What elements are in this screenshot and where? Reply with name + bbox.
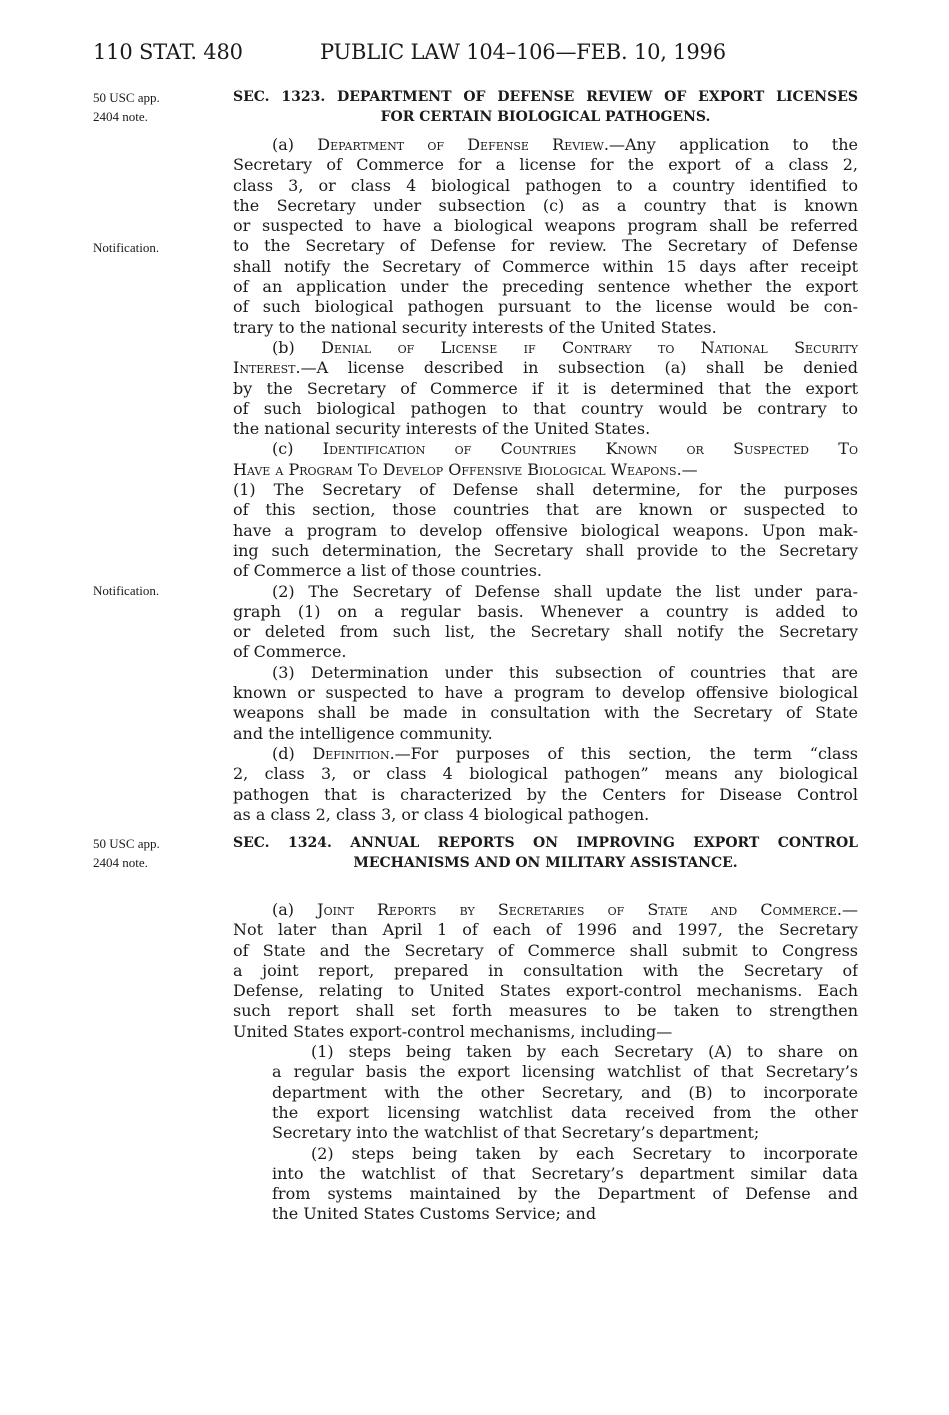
text-run: Defense, relating to United States export-control mechanisms. Each — [233, 981, 858, 1001]
text-run: .— — [676, 459, 698, 479]
section-1324 — [233, 833, 858, 1225]
margin-notification: Notification. — [93, 240, 160, 255]
text-run: Secretary into the watchlist of that Secretary’s department; — [272, 1123, 760, 1143]
text-run: (a) — [272, 900, 318, 919]
text-line — [233, 541, 858, 561]
text-run: (d) — [272, 743, 313, 763]
text-run: class 3, or class 4 biological pathogen to a country identified to — [233, 175, 858, 195]
paragraph — [233, 135, 858, 338]
text-run: Secretary of Commerce for a license for the export of a class 2, — [233, 155, 858, 175]
text-line — [233, 642, 858, 662]
text-run: trary to the national security interests of the United States. — [233, 317, 717, 337]
section-body — [233, 900, 858, 1225]
text-run: ing such determination, the Secretary shall provide to the Secretary — [233, 540, 858, 560]
text-run: (2) The Secretary of Defense shall update the list under para- — [272, 581, 858, 601]
text-line — [233, 480, 858, 500]
margin-citation — [93, 834, 160, 872]
text-run: or suspected to have a biological weapons program shall be referred — [233, 216, 858, 236]
small-caps-heading: Department of Defense Review — [317, 135, 604, 154]
text-run: the export licensing watchlist data received from the other — [272, 1102, 858, 1122]
small-caps-heading: Joint Reports by Secretaries of State and Commerce — [317, 900, 837, 919]
text-run: the Secretary under subsection (c) as a country that is known — [233, 195, 858, 215]
text-run: the national security interests of the United States. — [233, 419, 651, 439]
paragraph — [233, 1042, 858, 1143]
text-run: (2) steps being taken by each Secretary to incorporate — [311, 1143, 858, 1163]
margin-citation-line: 50 USC app. — [93, 836, 160, 851]
text-run: such report shall set forth measures to be taken to strengthen — [233, 1001, 858, 1021]
text-line — [233, 419, 858, 439]
text-line — [233, 1083, 858, 1103]
text-run: (c) — [272, 439, 323, 459]
text-run: the United States Customs Service; and — [272, 1204, 597, 1224]
section-heading — [233, 833, 858, 873]
text-run: United States export-control mechanisms, including— — [233, 1021, 673, 1041]
text-run: known or suspected to have a program to develop offensive biological — [233, 683, 858, 703]
text-line — [233, 135, 858, 155]
text-line — [233, 1001, 858, 1021]
text-run: a joint report, prepared in consultation with the Secretary of — [233, 960, 858, 980]
text-run: (1) The Secretary of Defense shall determine, for the purposes — [233, 480, 858, 500]
text-line — [233, 1204, 858, 1224]
text-run: (a) — [272, 135, 318, 154]
text-line — [233, 1103, 858, 1123]
text-run: a regular basis the export licensing watchlist of that Secretary’s — [272, 1062, 858, 1082]
margin-citation-line: 2404 note. — [93, 109, 148, 124]
text-line — [233, 663, 858, 683]
text-run: (b) — [272, 337, 322, 357]
text-line — [233, 602, 858, 622]
text-line — [233, 358, 858, 378]
text-run: of such biological pathogen to that country would be contrary to — [233, 398, 858, 418]
paragraph — [233, 338, 858, 439]
text-run: into the watchlist of that Secretary’s department similar data — [272, 1163, 858, 1183]
text-line — [233, 277, 858, 297]
text-line — [233, 764, 858, 784]
text-run: 2, class 3, or class 4 biological pathogen” means any biological — [233, 764, 858, 784]
paragraph — [233, 744, 858, 825]
text-run: department with the other Secretary, and (B) to incorporate — [272, 1082, 858, 1102]
text-line — [233, 1042, 858, 1062]
small-caps-heading: Have a Program To Develop Offensive Biological Weapons — [233, 459, 677, 479]
text-line — [233, 176, 858, 196]
text-line — [233, 500, 858, 520]
text-line — [233, 1144, 858, 1164]
section-heading — [233, 87, 858, 127]
section-heading-line: MECHANISMS AND ON MILITARY ASSISTANCE. — [353, 855, 738, 871]
text-run: of this section, those countries that are known or suspected to — [233, 500, 858, 520]
text-line — [233, 1184, 858, 1204]
text-line — [233, 216, 858, 236]
text-run: Not later than April 1 of each of 1996 and 1997, the Secretary — [233, 920, 858, 940]
paragraph — [233, 439, 858, 480]
text-line — [233, 582, 858, 602]
text-line — [233, 196, 858, 216]
text-line — [233, 920, 858, 940]
text-line — [233, 318, 858, 338]
text-line — [233, 961, 858, 981]
text-line — [233, 297, 858, 317]
text-line — [233, 805, 858, 825]
text-line — [233, 1164, 858, 1184]
text-line — [233, 981, 858, 1001]
section-1323 — [233, 87, 858, 825]
text-run: .—Any application to the — [603, 135, 858, 154]
text-run: of an application under the preceding sentence whether the export — [233, 277, 858, 297]
text-line — [233, 236, 858, 256]
small-caps-heading: Denial of License if Contrary to National Security — [321, 337, 858, 357]
text-line — [233, 900, 858, 920]
paragraph — [233, 582, 858, 663]
section-heading-line: FOR CERTAIN BIOLOGICAL PATHOGENS. — [380, 109, 711, 125]
paragraph — [233, 900, 858, 1042]
text-line — [233, 155, 858, 175]
text-line — [233, 399, 858, 419]
text-run: have a program to develop offensive biological weapons. Upon mak- — [233, 520, 858, 540]
text-run: of Commerce. — [233, 642, 347, 662]
paragraph — [233, 663, 858, 744]
margin-notification: Notification. — [93, 583, 160, 598]
text-run: shall notify the Secretary of Commerce within 15 days after receipt — [233, 256, 858, 276]
text-run: by the Secretary of Commerce if it is determined that the export — [233, 378, 858, 398]
section-body — [233, 135, 858, 825]
text-run: .— — [836, 900, 858, 919]
text-line — [233, 1022, 858, 1042]
small-caps-heading: Identification of Countries Known or Suspected To — [322, 439, 858, 459]
text-run: as a class 2, class 3, or class 4 biological pathogen. — [233, 804, 650, 824]
text-run: of such biological pathogen pursuant to the license would be con- — [233, 297, 858, 317]
text-line — [233, 338, 858, 358]
text-line — [233, 622, 858, 642]
small-caps-heading: Interest — [233, 358, 296, 378]
text-line — [233, 785, 858, 805]
text-line — [233, 683, 858, 703]
text-line — [233, 941, 858, 961]
text-run: (3) Determination under this subsection of countries that are — [272, 662, 858, 682]
text-run: pathogen that is characterized by the Centers for Disease Control — [233, 784, 858, 804]
text-run: .—For purposes of this section, the term “class — [389, 743, 858, 763]
text-line — [233, 1123, 858, 1143]
text-line — [233, 439, 858, 459]
text-line — [233, 379, 858, 399]
text-line — [233, 561, 858, 581]
margin-citation-line: 2404 note. — [93, 855, 148, 870]
text-run: weapons shall be made in consultation with the Secretary of State — [233, 703, 858, 723]
text-run: of Commerce a list of those countries. — [233, 561, 543, 581]
text-run: (1) steps being taken by each Secretary (A) to share on — [311, 1042, 858, 1062]
small-caps-heading: Definition — [312, 743, 390, 763]
margin-citation-line: 50 USC app. — [93, 90, 160, 105]
text-run: .—A license described in subsection (a) shall be denied — [295, 358, 858, 378]
text-line — [233, 1062, 858, 1082]
paragraph — [233, 1144, 858, 1225]
section-heading-line: SEC. 1324. ANNUAL REPORTS ON IMPROVING EXPORT CONTROL — [233, 835, 858, 851]
text-line — [233, 460, 858, 480]
text-run: to the Secretary of Defense for review. The Secretary of Defense — [233, 236, 858, 256]
text-run: from systems maintained by the Department of Defense and — [272, 1184, 858, 1204]
page-number: 110 STAT. 480 — [93, 40, 243, 64]
text-run: of State and the Secretary of Commerce shall submit to Congress — [233, 940, 858, 960]
text-run: or deleted from such list, the Secretary shall notify the Secretary — [233, 622, 858, 642]
text-run: graph (1) on a regular basis. Whenever a country is added to — [233, 601, 858, 621]
paragraph — [233, 480, 858, 581]
running-header: PUBLIC LAW 104–106—FEB. 10, 1996 — [320, 40, 726, 64]
text-line — [233, 521, 858, 541]
text-line — [233, 744, 858, 764]
text-line — [233, 703, 858, 723]
margin-citation — [93, 88, 160, 126]
text-line — [233, 724, 858, 744]
text-line — [233, 257, 858, 277]
section-heading-line: SEC. 1323. DEPARTMENT OF DEFENSE REVIEW OF EXPORT LICENSES — [233, 89, 858, 105]
text-run: and the intelligence community. — [233, 723, 493, 743]
